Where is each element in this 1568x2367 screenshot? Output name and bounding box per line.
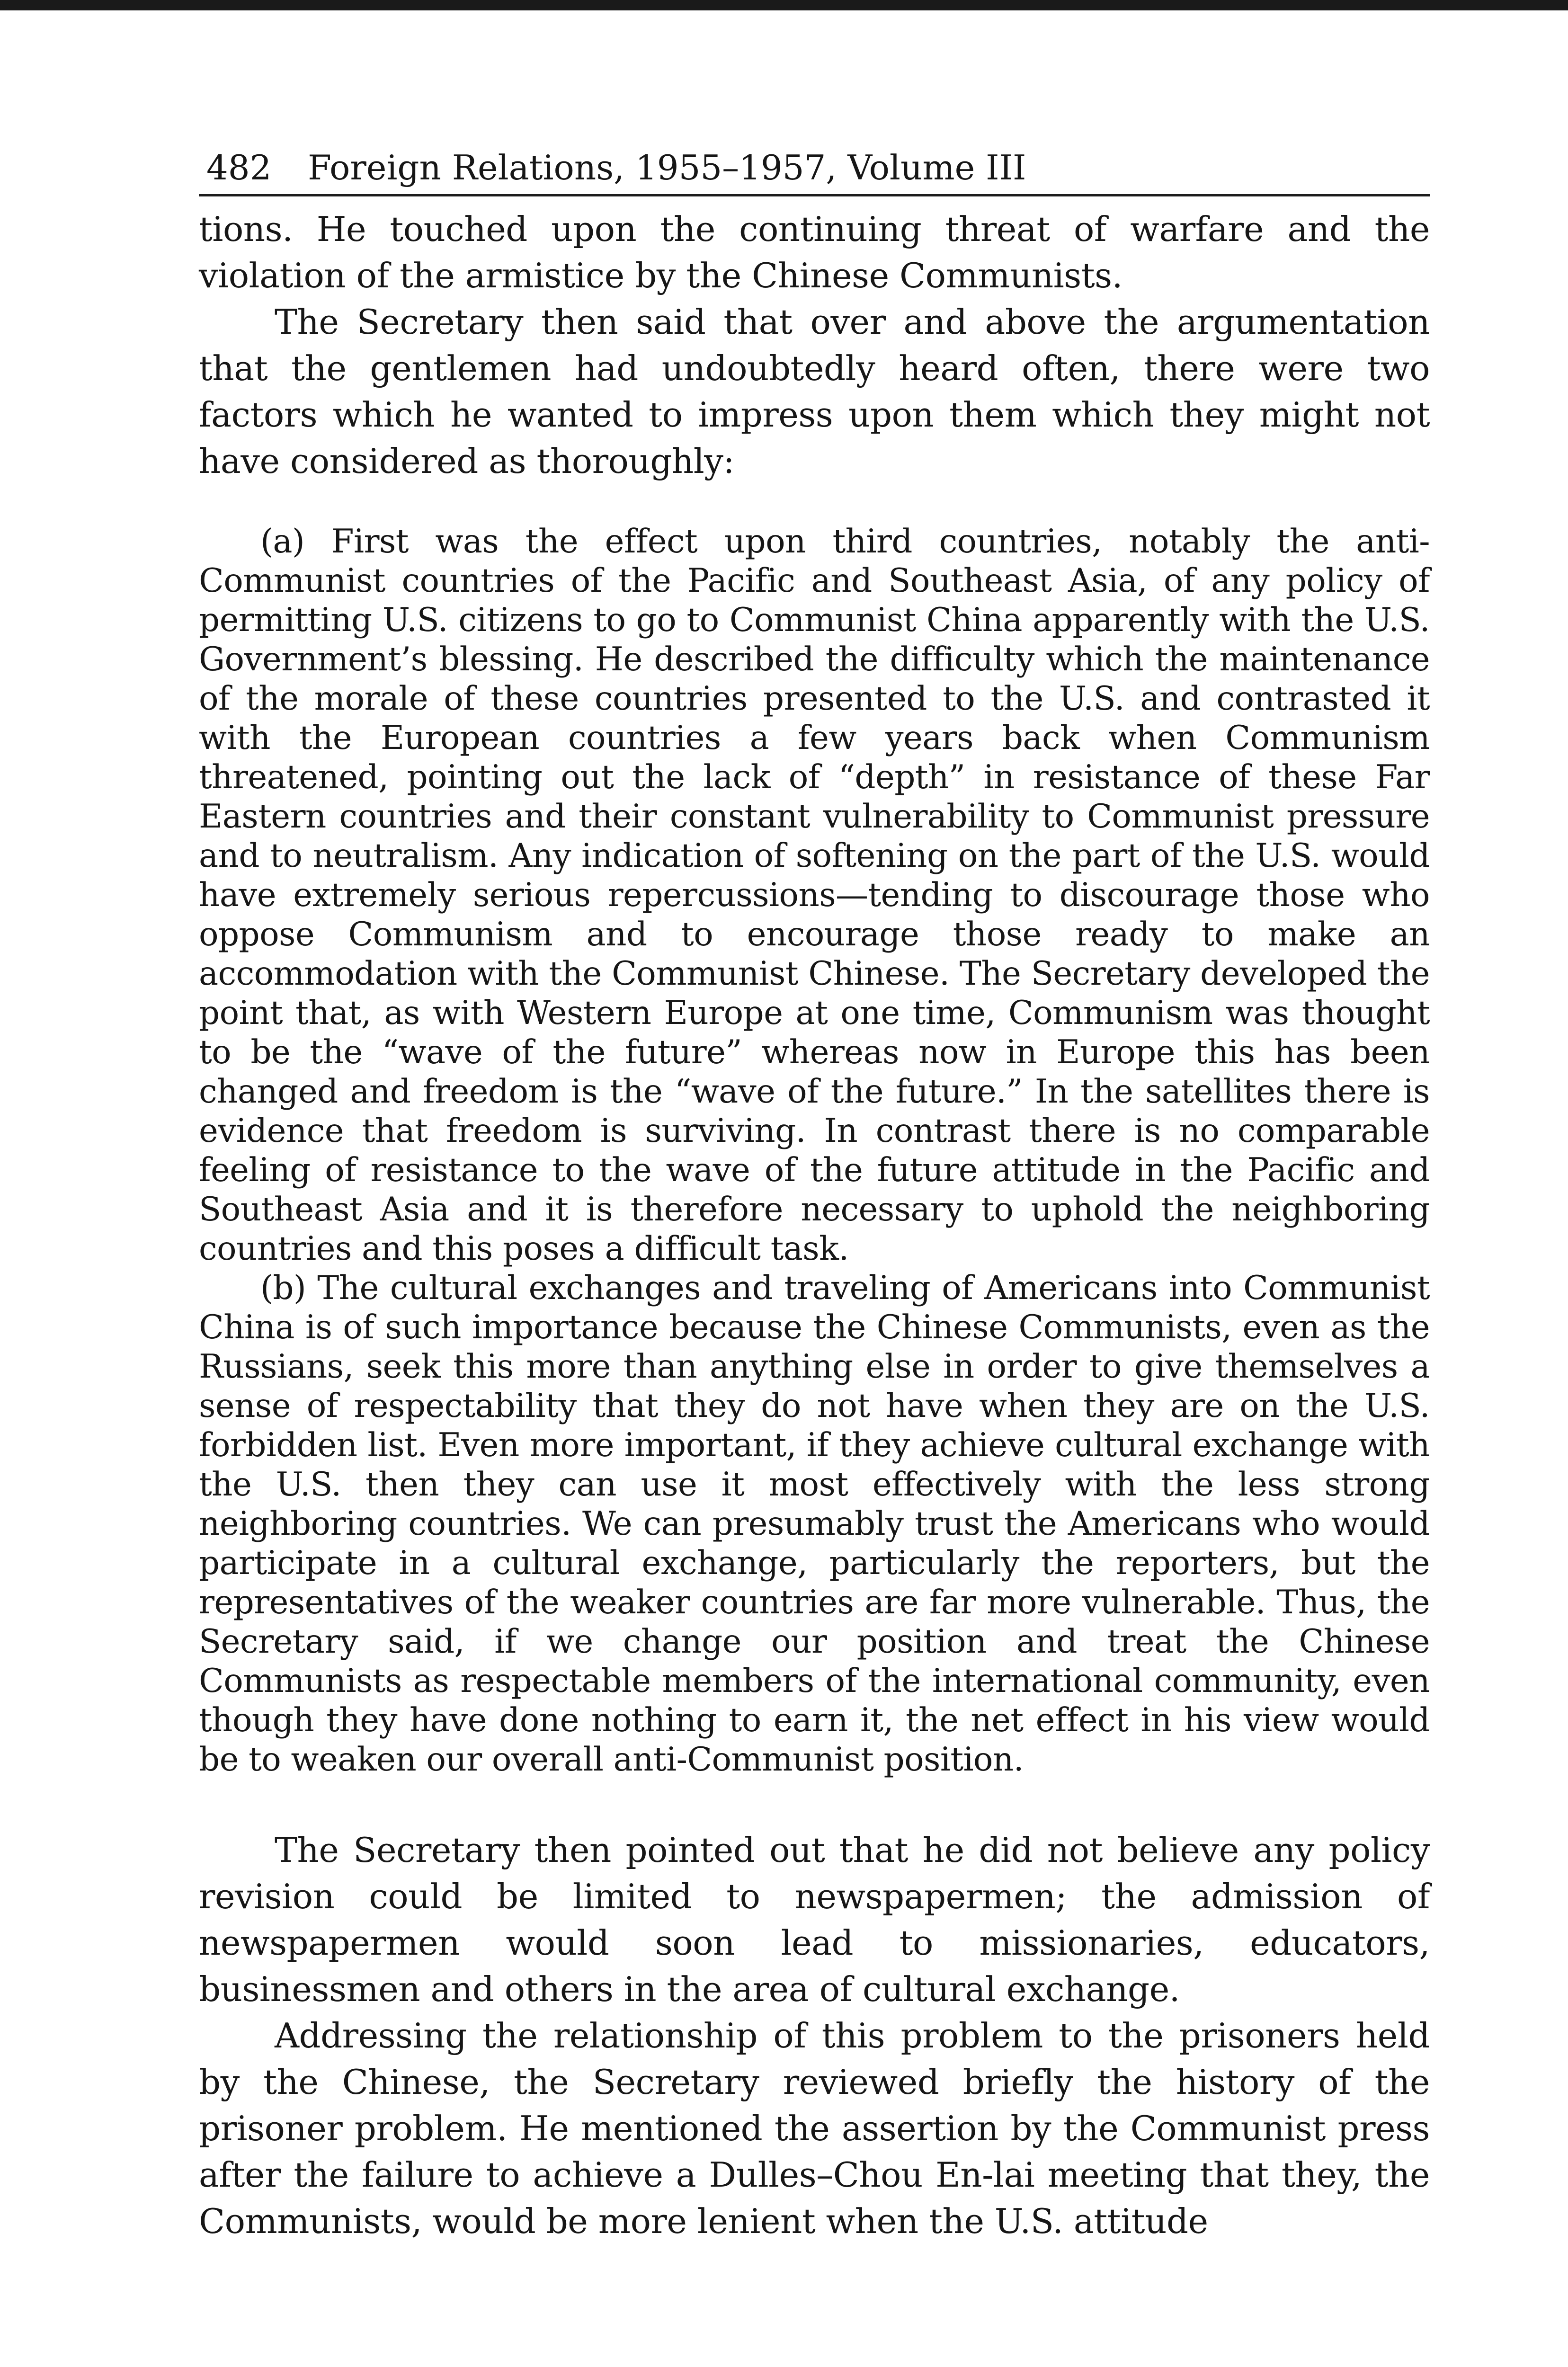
body-text [199, 196, 1430, 2244]
paragraph-prisoners: Addressing the relationship of this problem to the prisoners held by the Chinese, the Secretary reviewed briefly the history of the prisoner problem. He mentioned the assertion by the Communist press after the failure to achieve a Dulles–Chou En-lai meeting that they, the Communists, would be more lenient when the U.S. attitude [199, 2016, 1430, 2241]
page-number: 482 [206, 148, 272, 187]
scan-top-border [0, 0, 1568, 10]
paragraph-two-factors: The Secretary then said that over and above the argumentation that the gentlemen had undoubtedly heard often, there were two factors which he wanted to impress upon them which they might not have considered as thoroughly: [199, 302, 1430, 481]
running-head [199, 118, 1430, 196]
extract-item-b: (b) The cultural exchanges and traveling of Americans into Communist China is of such importance because the Chinese Communists, even as the Russians, seek this more than anything else in order to give themselves a sense of respectability that they do not have when they are on the U.S. forbidden list. Even more important, if they achieve cultural exchange with the U.S. then they can use it most effectively with the less strong neighboring countries. We can presumably trust the Americans who would participate in a cultural exchange, particularly the reporters, but the representatives of the weaker countries are far more vulnerable. Thus, the Secretary said, if we change our position and treat the Chinese Communists as respectable members of the international community, even though they have done nothing to earn it, the net effect in his view would be to weaken our overall anti-Communist position. [199, 1269, 1430, 1779]
extract-block [199, 522, 1430, 1780]
extract-item-a: (a) First was the effect upon third countries, notably the anti-Communist countries of the Pacific and Southeast Asia, of any policy of permitting U.S. citizens to go to Communist China apparently with the U.S. Government’s blessing. He described the difficulty which the maintenance of the morale of these countries presented to the U.S. and contrasted it with the European countries a few years back when Communism threatened, pointing out the lack of “depth” in resistance of these Far Eastern countries and their constant vulnerability to Communist pressure and to neutralism. Any indication of softening on the part of the U.S. would have extremely serious repercussions—tending to discourage those who oppose Communism and to encourage those ready to make an accommodation with the Communist Chinese. The Secretary developed the point that, as with Western Europe at one time, Communism was thought to be the “wave of the future” whereas now in Europe this has been changed and freedom is the “wave of the future.” In the satellites there is evidence that freedom is surviving. In contrast there is no comparable feeling of resistance to the wave of the future attitude in the Pacific and Southeast Asia and it is therefore necessary to uphold the neighboring countries and this poses a difficult task. [199, 523, 1430, 1268]
paragraph-continuation: tions. He touched upon the continuing threat of warfare and the violation of the armistice by the Chinese Communists. [199, 209, 1430, 295]
document-page [199, 118, 1430, 2244]
paragraph-policy-revision: The Secretary then pointed out that he did not believe any policy revision could be limited to newspapermen; the admission of newspapermen would soon lead to missionaries, educators, businessmen and others in the area of cultural exchange. [199, 1830, 1430, 2009]
running-head-title: Foreign Relations, 1955–1957, Volume III [308, 148, 1026, 187]
